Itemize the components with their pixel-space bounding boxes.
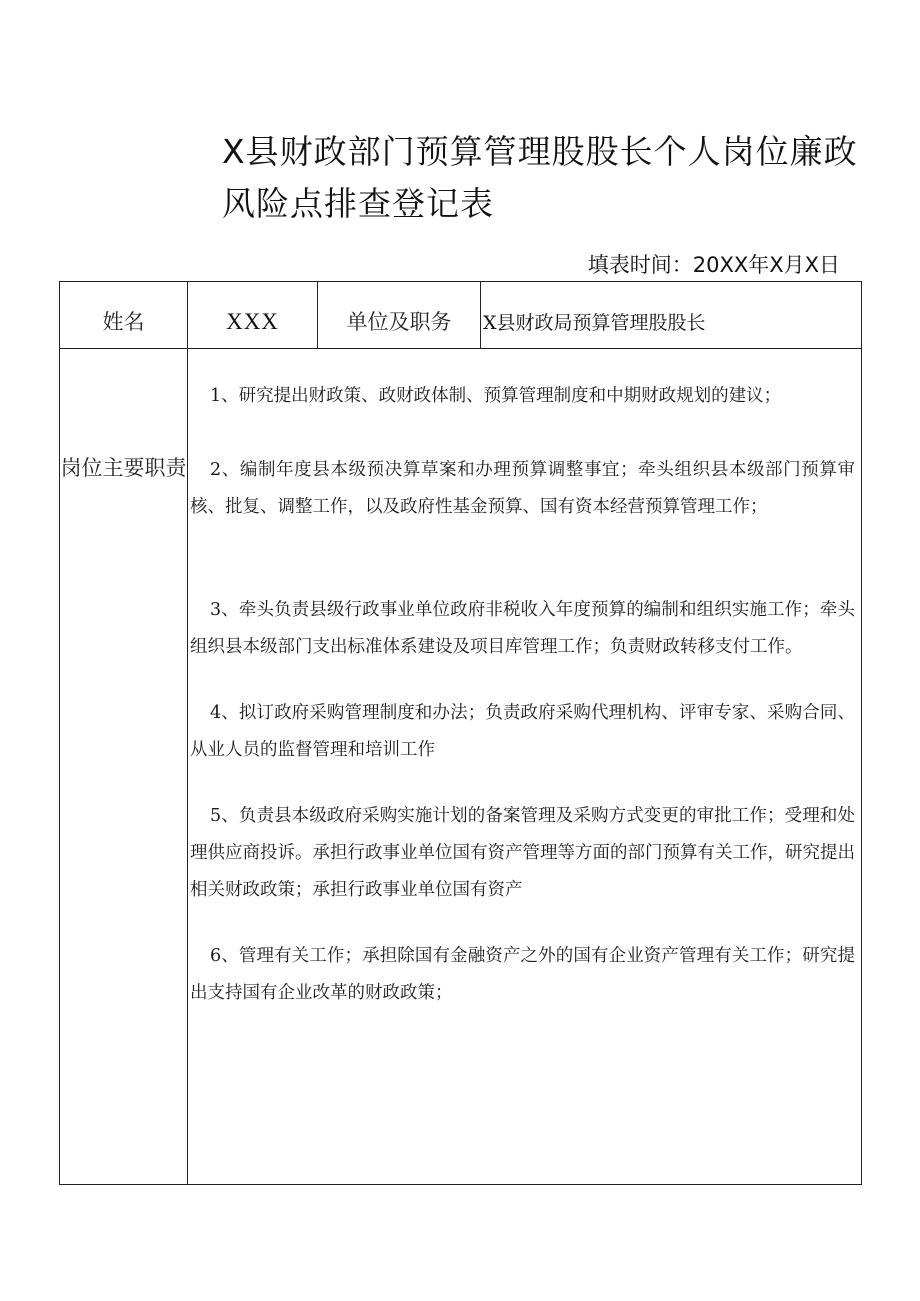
duties-label: 岗位主要职责: [60, 349, 188, 1185]
duty-item-2: 2、编制年度县本级预决算草案和办理预算调整事宜；牵头组织县本级部门预算审核、批复、调整工作，以及政府性基金预算、国有资本经营预算管理工作；: [190, 460, 855, 517]
fill-date: 填表时间：20XX年X月X日: [587, 253, 840, 277]
registration-table: [59, 281, 862, 1185]
name-value: XXX: [188, 282, 318, 349]
duty-item-5: 5、负责县本级政府采购实施计划的备案管理及采购方式变更的审批工作；受理和处理供应商投诉。承担行政事业单位国有资产管理等方面的部门预算有关工作，研究提出相关财政政策；承担行政事业单位国有资产: [190, 806, 855, 900]
duty-item-1: 1、研究提出财政策、政财政体制、预算管理制度和中期财政规划的建议；: [210, 386, 782, 406]
duties-row: [60, 349, 862, 1185]
duties-cell: [188, 349, 862, 1185]
position-value: X县财政局预算管理股股长: [481, 282, 862, 349]
position-label: 单位及职务: [318, 282, 481, 349]
form-title: X县财政部门预算管理股股长个人岗位廉政风险点排查登记表: [222, 132, 858, 223]
name-label: 姓名: [60, 282, 188, 349]
duty-item-6: 6、管理有关工作；承担除国有金融资产之外的国有企业资产管理有关工作；研究提出支持国有企业改革的财政政策；: [190, 946, 855, 1003]
duty-item-4: 4、拟订政府采购管理制度和办法；负责政府采购代理机构、评审专家、采购合同、从业人员的监督管理和培训工作: [190, 703, 855, 760]
duty-item-3: 3、牵头负责县级行政事业单位政府非税收入年度预算的编制和组织实施工作；牵头组织县本级部门支出标准体系建设及项目库管理工作；负责财政转移支付工作。: [190, 600, 855, 657]
header-row: [60, 282, 862, 349]
